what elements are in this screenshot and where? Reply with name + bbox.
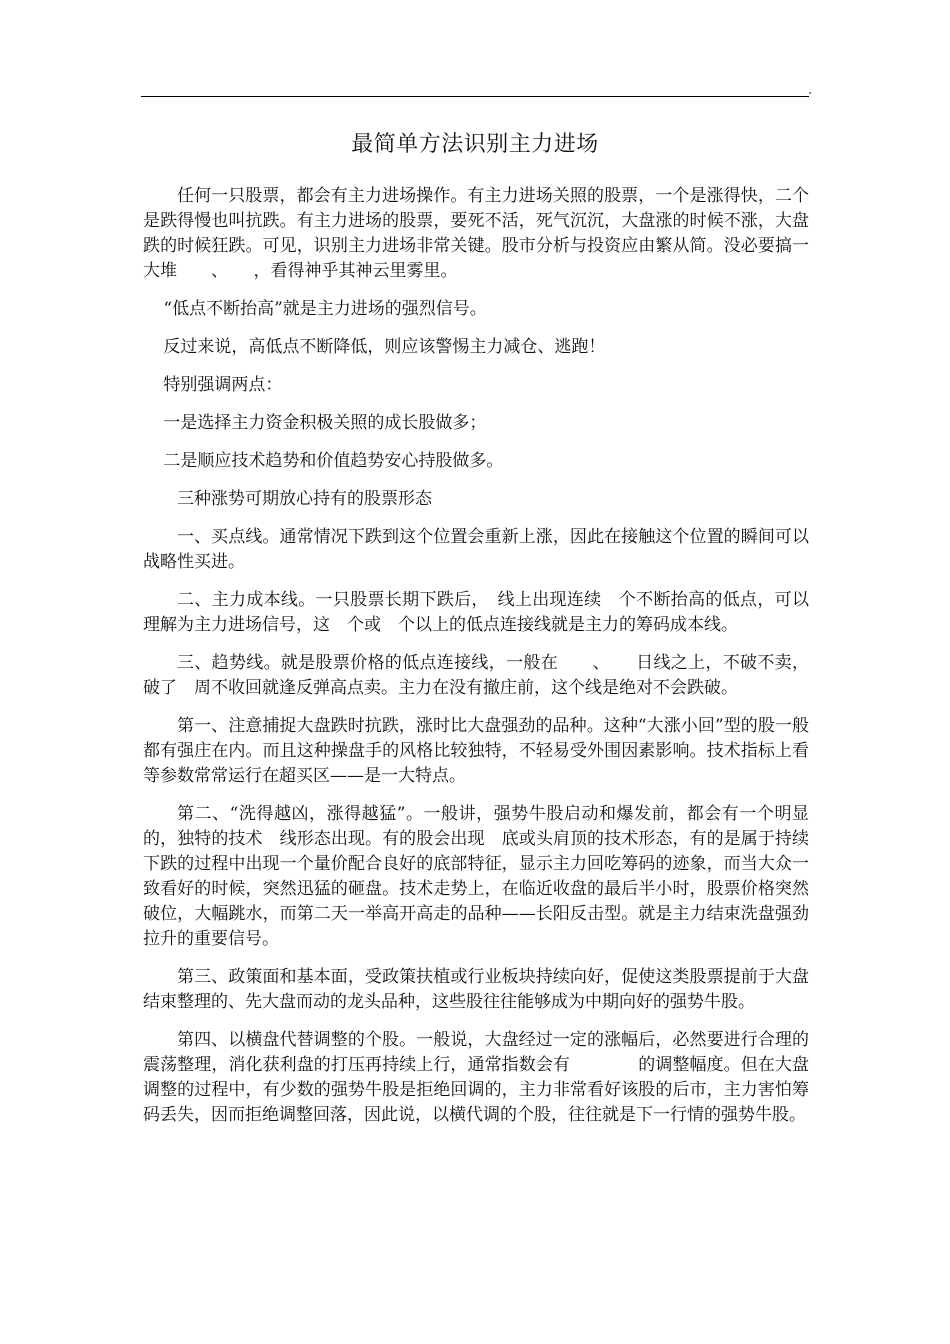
- paragraph-emphasis-heading: 特别强调两点：: [163, 375, 283, 395]
- header-mark: [809, 92, 811, 94]
- paragraph-reverse: 反过来说，高低点不断降低，则应该警惕主力减仓、逃跑！: [163, 337, 606, 357]
- paragraph-intro: 任何一只股票，都会有主力进场操作。有主力进场关照的股票，一个是涨得快，二个是跌得慢也叫抗跌。有主力进场的股票，要死不活，死气沉沉，大盘涨的时候不涨，大盘跌的时候狂跌。可见，识别主力进场非常关键。股市分析与投资应由繁从简。没必要搞一大堆 、 ，看得神乎其神云里雾里。: [143, 186, 809, 281]
- header-rule: [141, 96, 809, 97]
- document-title: 最简单方法识别主力进场: [351, 132, 599, 157]
- paragraph-fourth: 第四、以横盘代替调整的个股。一般说，大盘经过一定的涨幅后，必然要进行合理的震荡整理，消化获利盘的打压再持续上行，通常指数会有 的调整幅度。但在大盘调整的过程中，有少数的强势牛股是拒绝回调的，主力非常看好该股的后市，主力害怕筹码丢失，因而拒绝调整回落，因此说，以横代调的个股，往往就是下一行情的强势牛股。: [143, 1030, 809, 1125]
- paragraph-trend-line: 三、趋势线。就是股票价格的低点连接线，一般在 、 日线之上，不破不卖，破了 周不收回就逢反弹高点卖。主力在没有撤庄前，这个线是绝对不会跌破。: [143, 653, 809, 698]
- paragraph-buy-line: 一、买点线。通常情况下跌到这个位置会重新上涨，因此在接触这个位置的瞬间可以战略性买进。: [143, 527, 809, 572]
- paragraph-second: 第二、“洗得越凶，涨得越猛”。一般讲，强势牛股启动和爆发前，都会有一个明显的，独特的技术 线形态出现。有的股会出现 底或头肩顶的技术形态，有的是属于持续下跌的过程中出现一个量价配合良好的底部特征，显示主力回吃筹码的迹象，而当大众一致看好的时候，突然迅猛的砸盘。技术走势上，在临近收盘的最后半小时，股票价格突然破位，大幅跳水，而第二天一举高开高走的品种——长阳反击型。就是主力结束洗盘强劲拉升的重要信号。: [143, 804, 809, 949]
- paragraph-cost-line: 二、主力成本线。一只股票长期下跌后， 线上出现连续 个不断抬高的低点，可以理解为主力进场信号，这 个或 个以上的低点连接线就是主力的筹码成本线。: [143, 590, 809, 635]
- paragraph-signal: “低点不断抬高”就是主力进场的强烈信号。: [163, 299, 487, 319]
- paragraph-point-one: 一是选择主力资金积极关照的成长股做多；: [163, 413, 487, 433]
- document-body: [143, 184, 843, 1128]
- paragraph-third: 第三、政策面和基本面，受政策扶植或行业板块持续向好，促使这类股票提前于大盘结束整理的、先大盘而动的龙头品种，这些股往往能够成为中期向好的强势牛股。: [143, 967, 809, 1012]
- paragraph-section-heading: 三种涨势可期放心持有的股票形态: [177, 489, 432, 509]
- paragraph-first: 第一、注意捕捉大盘跌时抗跌，涨时比大盘强劲的品种。这种“大涨小回”型的股一般都有强庄在内。而且这种操盘手的风格比较独特，不轻易受外围因素影响。技术指标上看 等参数常常运行在超买区——是一大特点。: [143, 716, 843, 786]
- paragraph-point-two: 二是顺应技术趋势和价值趋势安心持股做多。: [163, 451, 504, 471]
